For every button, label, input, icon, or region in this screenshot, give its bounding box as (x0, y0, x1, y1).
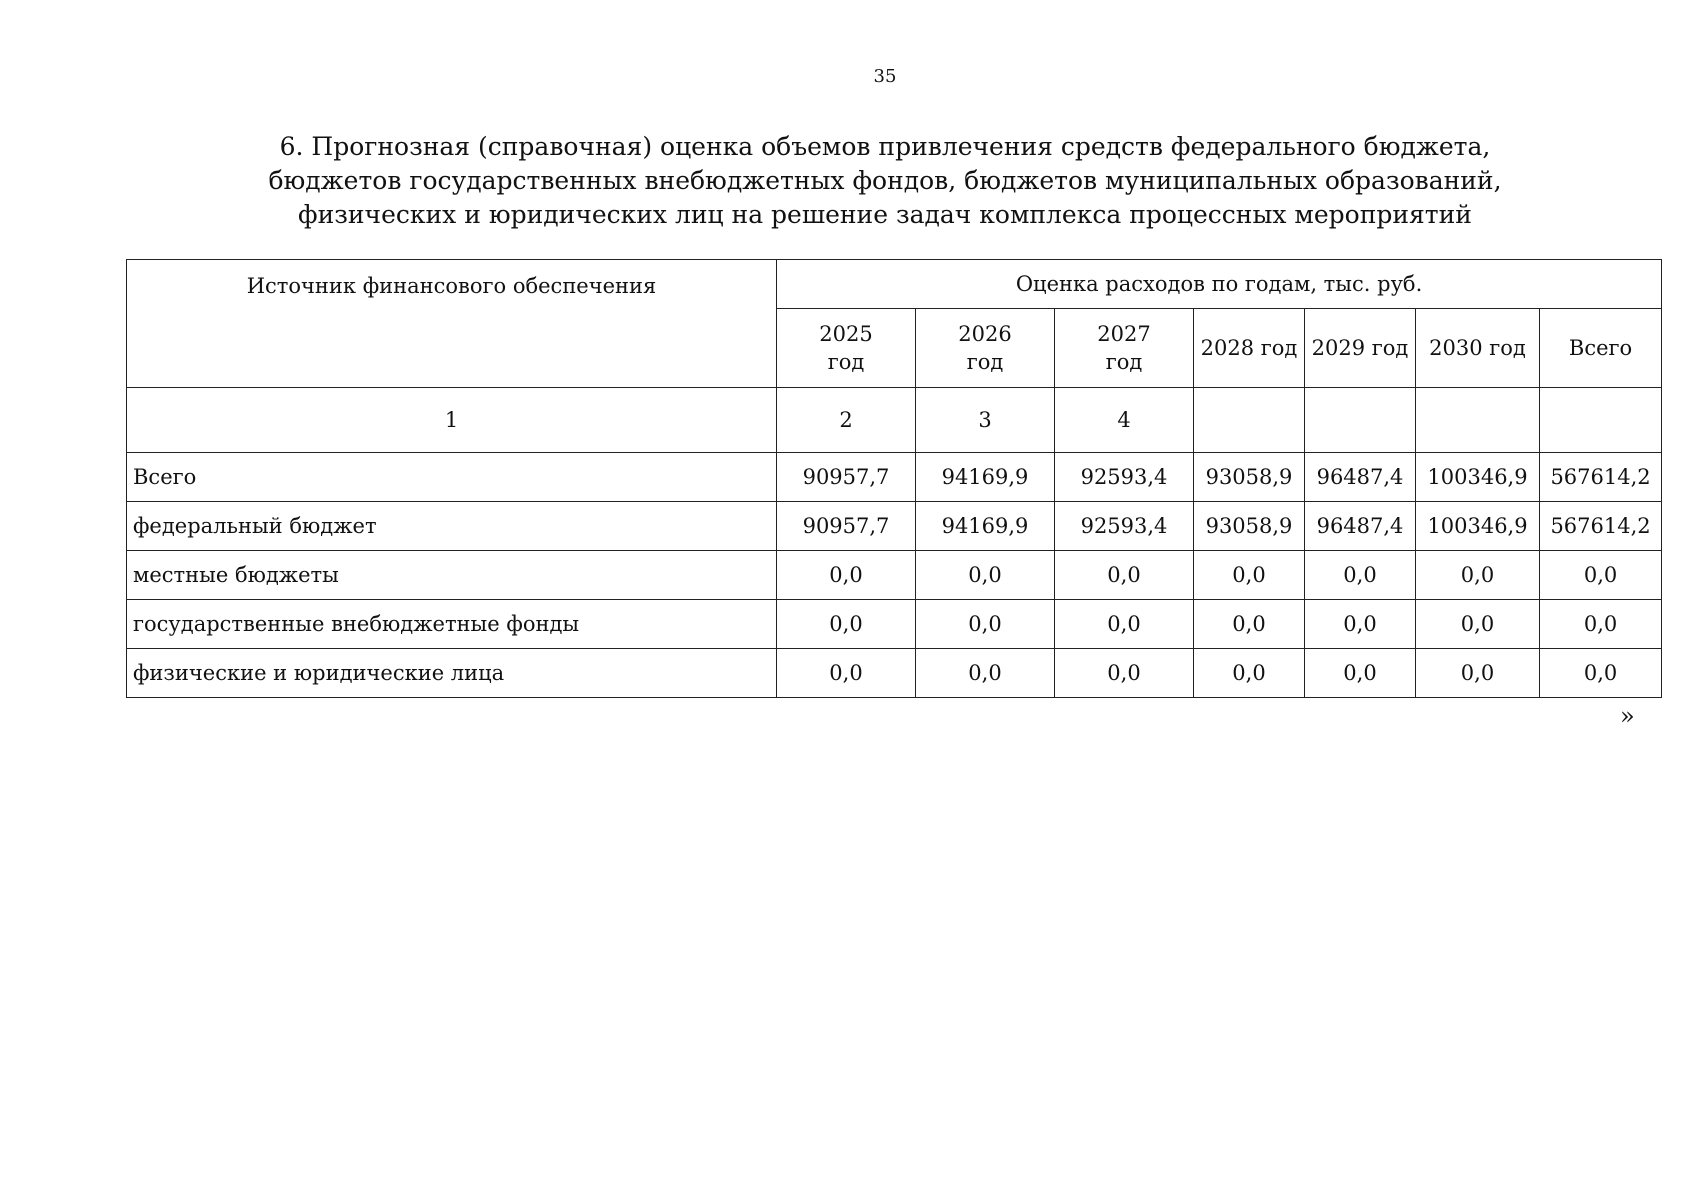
row-label: государственные внебюджетные фонды (127, 600, 777, 649)
cell-value: 0,0 (1416, 551, 1540, 600)
year-header: 2029 год (1305, 309, 1416, 388)
table-row (127, 502, 1662, 551)
cell-value: 100346,9 (1416, 453, 1540, 502)
year-header: 2028 год (1194, 309, 1305, 388)
cell-value: 100346,9 (1416, 502, 1540, 551)
table-row (127, 453, 1662, 502)
column-number: 4 (1055, 388, 1194, 453)
column-number: 3 (916, 388, 1055, 453)
cell-value: 0,0 (916, 649, 1055, 698)
cell-value: 0,0 (1540, 649, 1662, 698)
cell-value: 0,0 (1540, 551, 1662, 600)
year-header: 2026 год (916, 309, 1055, 388)
title-line: бюджетов государственных внебюджетных фондов, бюджетов муниципальных образований, (268, 166, 1502, 195)
cell-value: 0,0 (1305, 649, 1416, 698)
cell-value: 0,0 (777, 649, 916, 698)
estimate-header: Оценка расходов по годам, тыс. руб. (777, 260, 1662, 309)
cell-value: 0,0 (1055, 649, 1194, 698)
cell-value: 0,0 (1305, 551, 1416, 600)
year-header: 2027 год (1055, 309, 1194, 388)
source-header: Источник финансового обеспечения (127, 260, 777, 388)
cell-value: 0,0 (1416, 649, 1540, 698)
cell-value: 0,0 (1305, 600, 1416, 649)
year-header: 2025 год (777, 309, 916, 388)
table-row (127, 551, 1662, 600)
column-numbering-row (127, 388, 1662, 453)
page-number: 35 (873, 66, 897, 87)
title-line: физических и юридических лиц на решение задач комплекса процессных мероприятий (298, 200, 1472, 229)
cell-value: 90957,7 (777, 453, 916, 502)
cell-value: 567614,2 (1540, 502, 1662, 551)
column-number: 1 (127, 388, 777, 453)
cell-value: 0,0 (777, 600, 916, 649)
cell-value: 92593,4 (1055, 502, 1194, 551)
financing-table (126, 259, 1662, 698)
closing-quote: » (1620, 702, 1635, 730)
cell-value: 0,0 (1416, 600, 1540, 649)
column-number (1194, 388, 1305, 453)
row-label: федеральный бюджет (127, 502, 777, 551)
cell-value: 0,0 (916, 600, 1055, 649)
cell-value: 567614,2 (1540, 453, 1662, 502)
cell-value: 96487,4 (1305, 453, 1416, 502)
cell-value: 0,0 (1194, 551, 1305, 600)
row-label: Всего (127, 453, 777, 502)
cell-value: 96487,4 (1305, 502, 1416, 551)
row-label: местные бюджеты (127, 551, 777, 600)
cell-value: 0,0 (916, 551, 1055, 600)
total-header: Всего (1540, 309, 1662, 388)
cell-value: 93058,9 (1194, 453, 1305, 502)
column-number: 2 (777, 388, 916, 453)
section-title (225, 130, 1545, 232)
cell-value: 94169,9 (916, 453, 1055, 502)
cell-value: 0,0 (1055, 551, 1194, 600)
title-line: 6. Прогнозная (справочная) оценка объемов привлечения средств федерального бюджета, (279, 132, 1491, 161)
cell-value: 0,0 (1540, 600, 1662, 649)
cell-value: 94169,9 (916, 502, 1055, 551)
column-number (1416, 388, 1540, 453)
column-number (1540, 388, 1662, 453)
cell-value: 0,0 (1194, 600, 1305, 649)
column-number (1305, 388, 1416, 453)
cell-value: 0,0 (1055, 600, 1194, 649)
cell-value: 0,0 (777, 551, 916, 600)
cell-value: 90957,7 (777, 502, 916, 551)
cell-value: 0,0 (1194, 649, 1305, 698)
cell-value: 93058,9 (1194, 502, 1305, 551)
table-row (127, 600, 1662, 649)
cell-value: 92593,4 (1055, 453, 1194, 502)
table-row (127, 649, 1662, 698)
row-label: физические и юридические лица (127, 649, 777, 698)
year-header: 2030 год (1416, 309, 1540, 388)
